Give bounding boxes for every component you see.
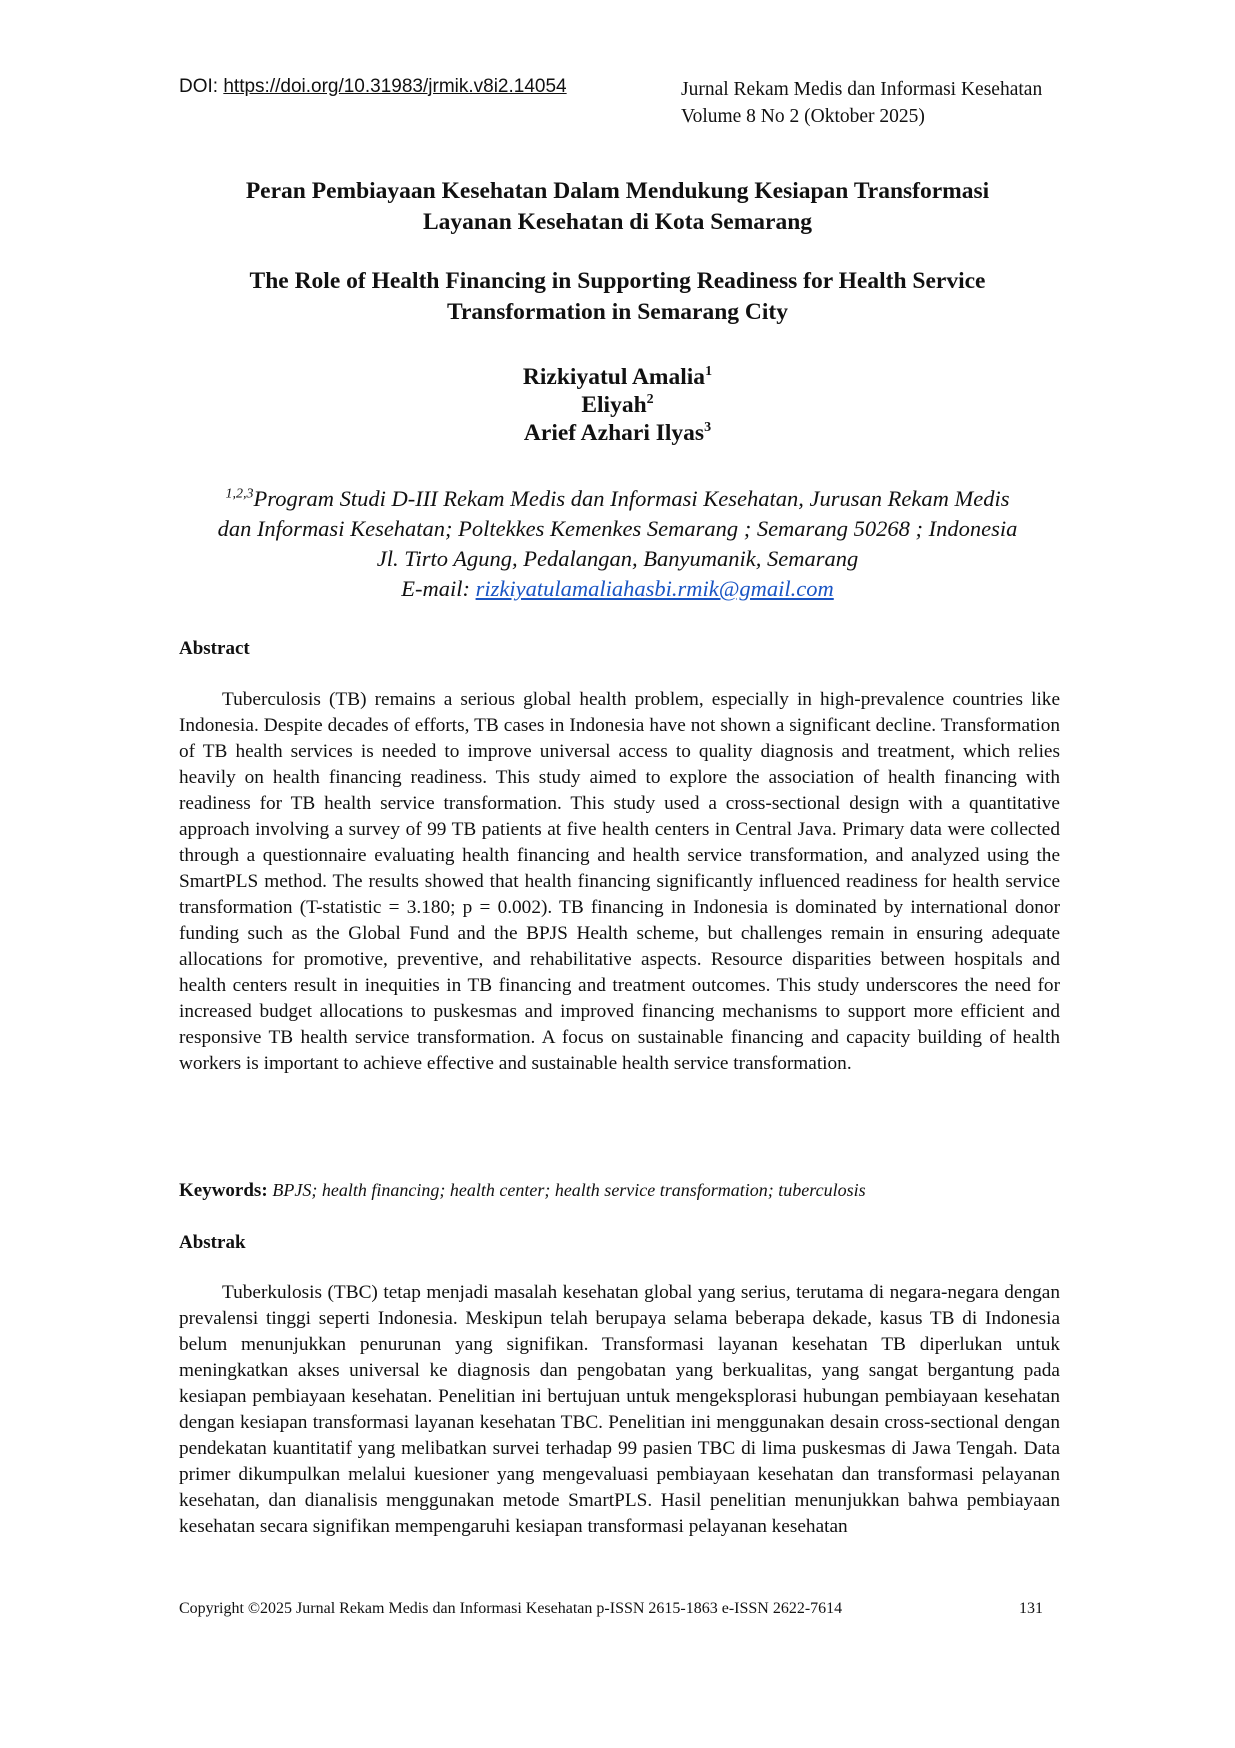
author-affiliation-mark: 2 [646,392,654,408]
author-affiliation-mark: 3 [704,420,712,436]
affiliation-mark: 1,2,3 [225,486,254,502]
title-indonesian [150,176,1085,238]
abstrak-text: Tuberkulosis (TBC) tetap menjadi masalah kesehatan global yang serius, terutama di negara-negara dengan prevalensi tinggi seperti Indonesia. Meskipun telah berupaya selama beberapa dekade, kasus TB di Indonesia belum menunjukkan penurunan yang signifikan. Transformasi layanan kesehatan TB diperlukan untuk meningkatkan akses universal ke diagnosis dan pengobatan yang berkualitas, yang sangat bergantung pada kesiapan pembiayaan kesehatan. Penelitian ini bertujuan untuk mengeksplorasi hubungan pembiayaan kesehatan dengan kesiapan transformasi layanan kesehatan TBC. Penelitian ini menggunakan desain cross-sectional dengan pendekatan kuantitatif yang melibatkan survei terhadap 99 pasien TBC di lima puskesmas di Jawa Tengah. Data primer dikumpulkan melalui kuesioner yang mengevaluasi pembiayaan kesehatan dan transformasi pelayanan kesehatan, dan dianalisis menggunakan metode SmartPLS. Hasil penelitian menunjukkan bahwa pembiayaan kesehatan secara signifikan mempengaruhi kesiapan transformasi pelayanan kesehatan [179,1282,1060,1537]
author-name: Eliyah [581,392,647,418]
title-english-line2: Transformation in Semarang City [447,299,788,325]
journal-name: Jurnal Rekam Medis dan Informasi Kesehatan [681,79,1043,100]
affiliation-line2: dan Informasi Kesehatan; Poltekkes Kemenkes Semarang ; Semarang 50268 ; Indonesia [217,516,1018,541]
affiliation [150,484,1085,604]
author-name: Arief Azhari Ilyas [523,420,705,446]
title-english-line1: The Role of Health Financing in Supporting Readiness for Health Service [249,268,986,294]
doi-label: DOI: [179,76,224,97]
affiliation-email [150,574,1085,604]
keywords [179,1180,866,1202]
abstract-text: Tuberculosis (TB) remains a serious global health problem, especially in high-prevalence countries like Indonesia. Despite decades of efforts, TB cases in Indonesia have not shown a significant decline. Transformation of TB health services is needed to improve universal access to quality diagnosis and treatment, which relies heavily on health financing readiness. This study aimed to explore the association of health financing with readiness for TB health service transformation. This study used a cross-sectional design with a quantitative approach involving a survey of 99 TB patients at five health centers in Central Java. Primary data were collected through a questionnaire evaluating health financing and health service transformation, and analyzed using the SmartPLS method. The results showed that health financing significantly influenced readiness for health service transformation (T-statistic = 3.180; p = 0.002). TB financing in Indonesia is dominated by international donor funding such as the Global Fund and the BPJS Health scheme, but challenges remain in ensuring adequate allocations for promotive, preventive, and rehabilitative aspects. Resource disparities between hospitals and health centers result in inequities in TB financing and treatment outcomes. This study underscores the need for increased budget allocations to puskesmas and improved financing mechanisms to support more efficient and responsive TB health service transformation. A focus on sustainable financing and capacity building of health workers is important to achieve effective and sustainable health service transformation. [179,689,1060,1074]
doi-link[interactable]: https://doi.org/10.31983/jrmik.v8i2.14054 [223,76,567,97]
author-affiliation-mark: 1 [705,364,713,380]
email-label: E-mail: [401,576,476,601]
affiliation-line1 [150,484,1085,514]
affiliation-text: Program Studi D-III Rekam Medis dan Informasi Kesehatan, Jurusan Rekam Medis [253,486,1010,511]
author-list [150,363,1085,447]
page-number: 131 [1019,1600,1043,1617]
journal-header [681,76,1042,130]
abstrak-heading: Abstrak [179,1232,246,1253]
title-indonesian-line2: Layanan Kesehatan di Kota Semarang [422,209,813,235]
author [150,391,1085,419]
author-name: Rizkiyatul Amalia [522,364,706,390]
title-indonesian-line1: Peran Pembiayaan Kesehatan Dalam Mendukung Kesiapan Transformasi [245,178,990,204]
doi-line [179,76,567,98]
journal-volume: Volume 8 No 2 (Oktober 2025) [681,106,925,127]
author [150,363,1085,391]
keywords-label: Keywords: [179,1180,268,1201]
email-link[interactable]: rizkiyatulamaliahasbi.rmik@gmail.com [475,576,834,601]
keywords-values: BPJS; health financing; health center; health service transformation; tuberculosis [272,1180,866,1200]
footer-copyright: Copyright ©2025 Jurnal Rekam Medis dan Informasi Kesehatan p-ISSN 2615-1863 e-ISSN 2622-7614 [179,1600,843,1617]
author [150,419,1085,447]
affiliation-address: Jl. Tirto Agung, Pedalangan, Banyumanik, Semarang [376,546,859,571]
title-english [150,266,1085,328]
abstract-heading: Abstract [179,638,250,659]
